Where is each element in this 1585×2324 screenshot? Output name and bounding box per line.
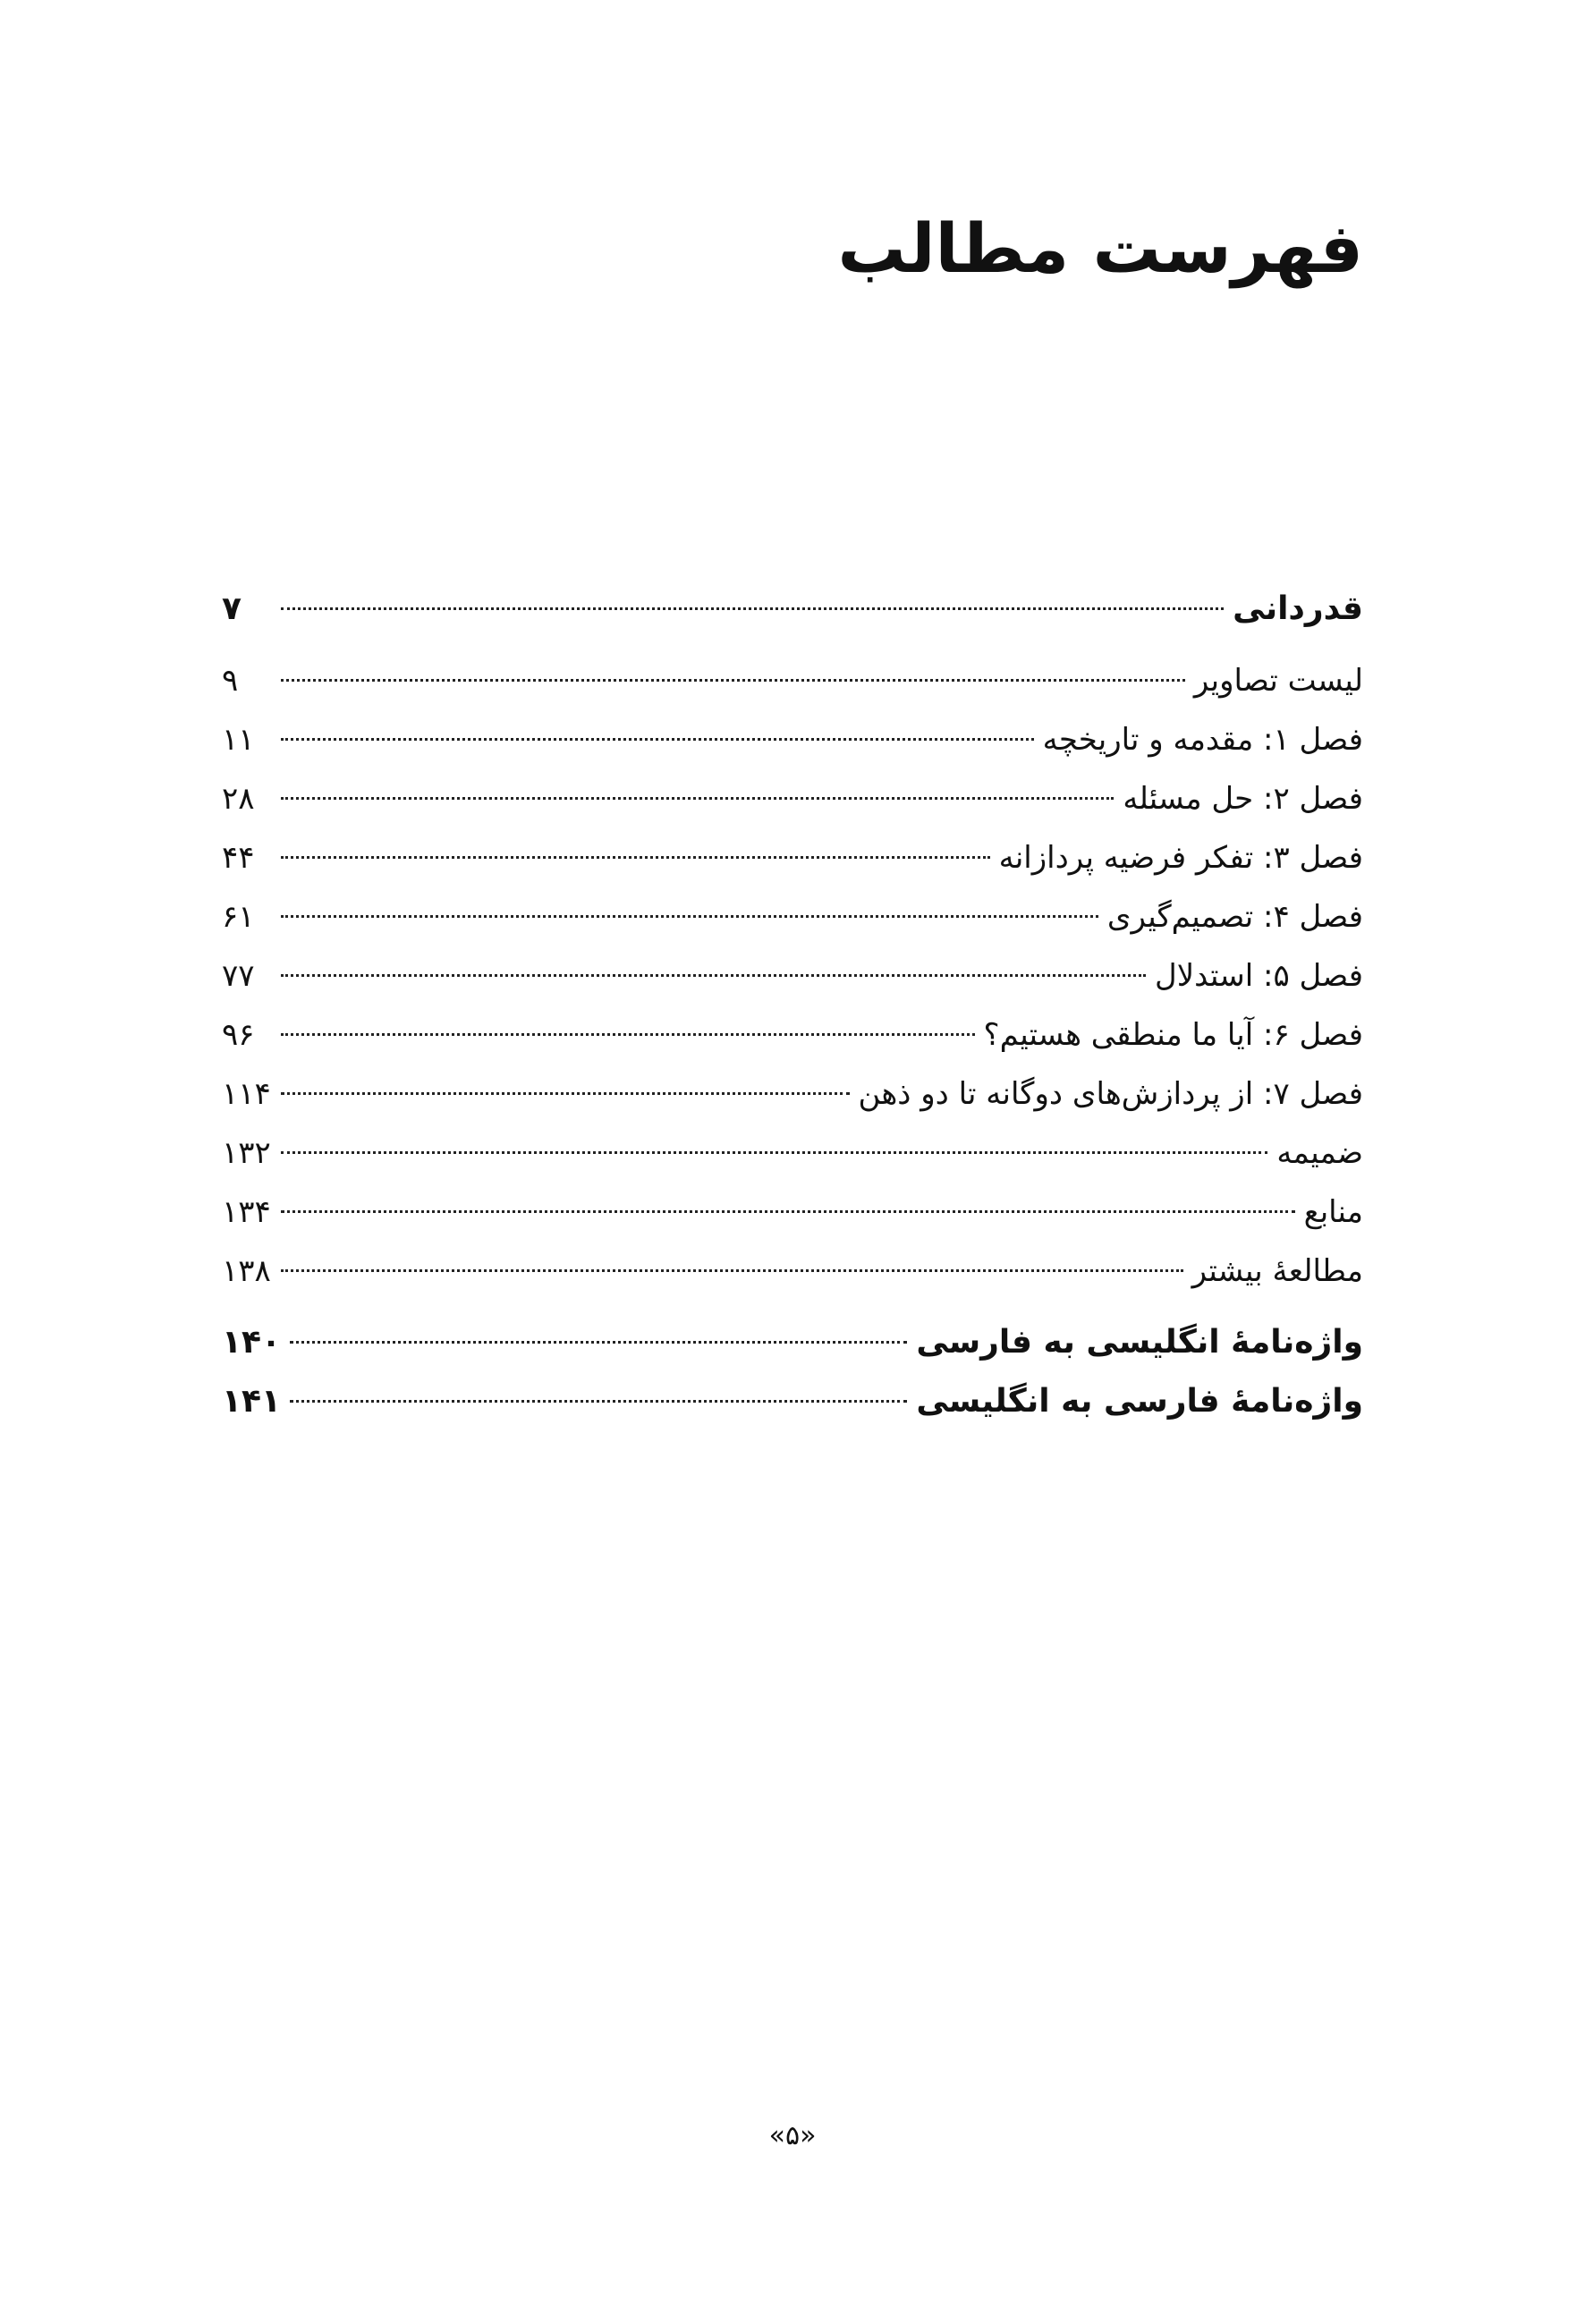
toc-entry-title: فصل ۲: حل مسئله xyxy=(1123,781,1363,817)
dot-leader xyxy=(281,1151,1267,1154)
toc-entry-page: ۶۱ xyxy=(222,899,255,935)
dot-leader xyxy=(281,1210,1295,1213)
dot-leader xyxy=(281,915,1098,918)
dot-leader xyxy=(281,856,990,859)
page-number: «۵» xyxy=(768,2120,817,2151)
toc-entry-chapter-4[interactable] xyxy=(222,887,1363,946)
dot-leader xyxy=(281,607,1224,610)
toc-entry-page: ۲۸ xyxy=(222,781,255,817)
toc-entry-page: ۷۷ xyxy=(222,958,255,994)
toc-entry-title: قدردانی xyxy=(1233,590,1363,627)
toc-entry-title: فصل ۶: آیا ما منطقی هستیم؟ xyxy=(983,1017,1363,1053)
dot-leader xyxy=(281,1269,1183,1272)
dot-leader xyxy=(281,1033,975,1036)
dot-leader xyxy=(281,738,1034,741)
toc-entry-list-of-figures[interactable] xyxy=(222,651,1363,710)
toc-entry-appendix[interactable] xyxy=(222,1124,1363,1183)
toc-entry-chapter-3[interactable] xyxy=(222,828,1363,887)
toc-entry-chapter-5[interactable] xyxy=(222,946,1363,1005)
toc-entry-page: ۱۴۱ xyxy=(222,1383,281,1420)
toc-entry-page: ۹ xyxy=(222,663,239,699)
toc-entry-acknowledgements[interactable] xyxy=(222,580,1363,639)
toc-entry-title: فصل ۵: استدلال xyxy=(1155,958,1363,994)
toc-entry-glossary-fa-en[interactable] xyxy=(222,1372,1363,1431)
table-of-contents xyxy=(222,580,1363,1431)
dot-leader xyxy=(281,1092,850,1095)
dot-leader xyxy=(281,797,1114,800)
toc-entry-page: ۱۴۰ xyxy=(222,1324,281,1361)
toc-entry-title: منابع xyxy=(1303,1194,1363,1230)
toc-entry-page: ۱۳۴ xyxy=(222,1194,271,1230)
toc-entry-title: ضمیمه xyxy=(1276,1135,1363,1171)
toc-entry-title: مطالعهٔ بیشتر xyxy=(1191,1253,1363,1289)
toc-entry-further-reading[interactable] xyxy=(222,1242,1363,1301)
toc-entry-title: لیست تصاویر xyxy=(1193,663,1363,699)
toc-entry-chapter-2[interactable] xyxy=(222,769,1363,828)
toc-entry-title: فصل ۱: مقدمه و تاریخچه xyxy=(1042,722,1363,758)
toc-entry-page: ۱۳۸ xyxy=(222,1253,271,1289)
toc-entry-glossary-en-fa[interactable] xyxy=(222,1313,1363,1372)
dot-leader xyxy=(290,1400,907,1403)
toc-entry-page: ۱۱ xyxy=(222,722,255,758)
dot-leader xyxy=(281,974,1146,977)
toc-entry-title: فصل ۷: از پردازش‌های دوگانه تا دو ذهن xyxy=(858,1076,1363,1112)
dot-leader xyxy=(290,1341,907,1344)
toc-entry-title: واژه‌نامهٔ فارسی به انگلیسی xyxy=(916,1383,1363,1420)
toc-entry-page: ۷ xyxy=(222,590,242,627)
toc-entry-chapter-7[interactable] xyxy=(222,1064,1363,1124)
toc-entry-page: ۱۳۲ xyxy=(222,1135,271,1171)
toc-entry-chapter-6[interactable] xyxy=(222,1005,1363,1064)
toc-entry-chapter-1[interactable] xyxy=(222,710,1363,769)
page-title: فهرست مطالب xyxy=(837,208,1363,288)
dot-leader xyxy=(281,679,1185,682)
toc-entry-references[interactable] xyxy=(222,1183,1363,1242)
toc-entry-title: فصل ۴: تصمیم‌گیری xyxy=(1106,899,1363,935)
toc-entry-title: واژه‌نامهٔ انگلیسی به فارسی xyxy=(916,1324,1363,1361)
toc-entry-page: ۴۴ xyxy=(222,840,255,876)
toc-entry-page: ۹۶ xyxy=(222,1017,255,1053)
toc-entry-title: فصل ۳: تفکر فرضیه پردازانه xyxy=(998,840,1363,876)
toc-entry-page: ۱۱۴ xyxy=(222,1076,271,1112)
